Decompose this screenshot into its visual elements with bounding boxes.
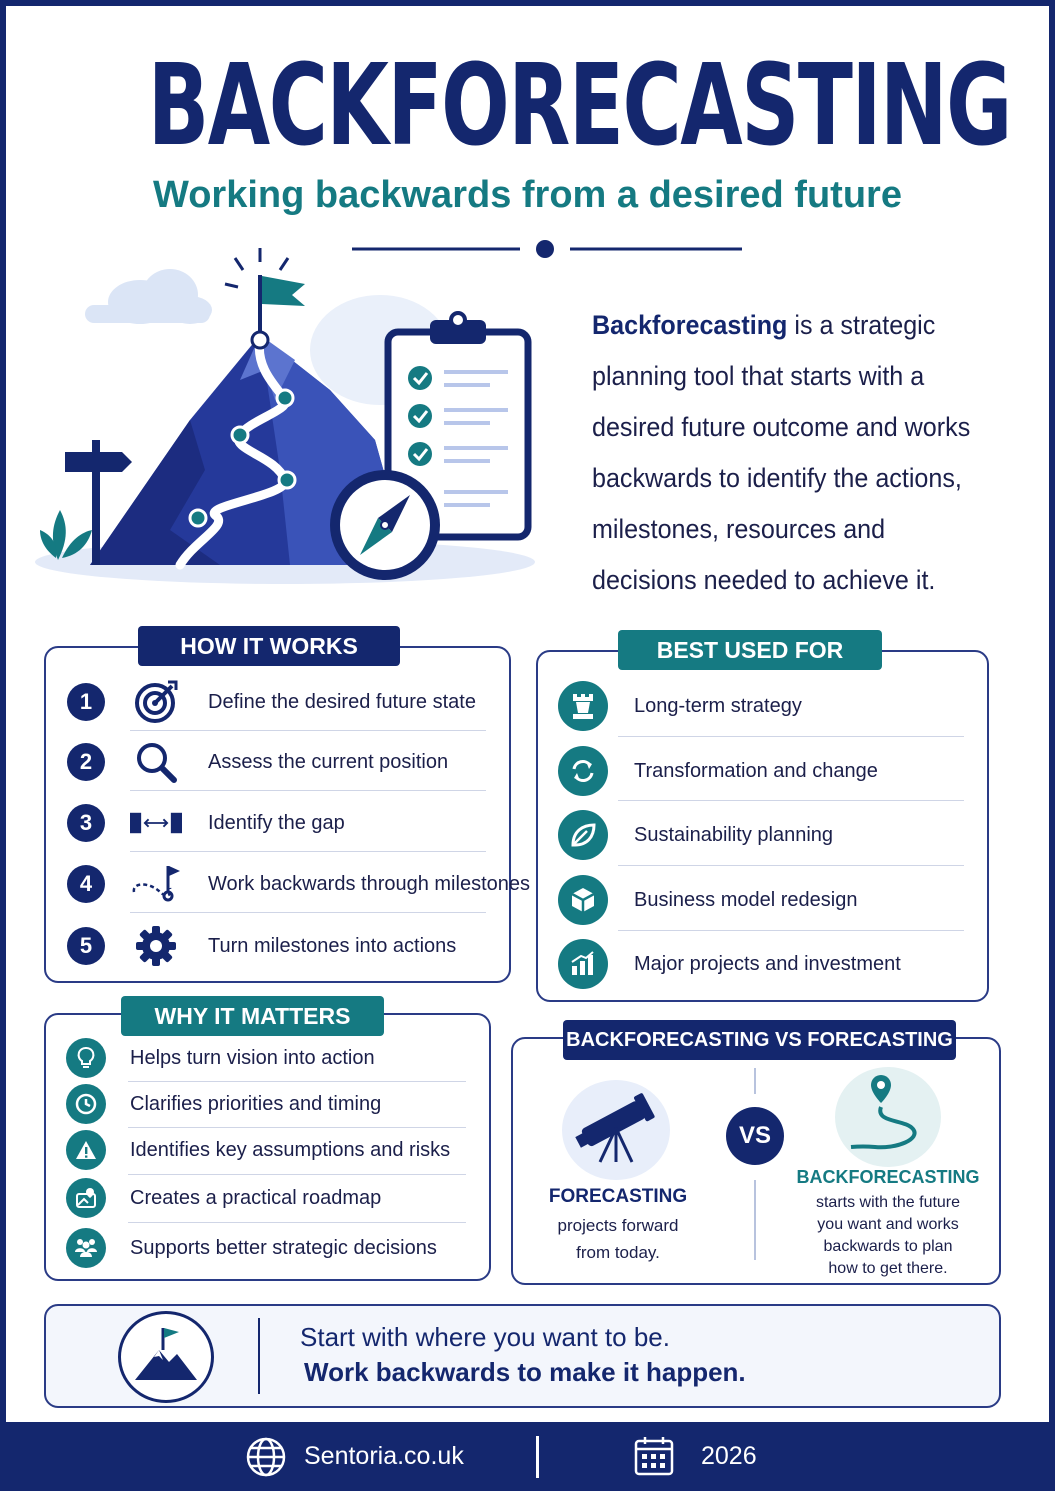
- use-row: [558, 681, 802, 731]
- step-number: 2: [67, 743, 105, 781]
- step-row: [67, 862, 530, 906]
- flag-icon: [225, 248, 305, 332]
- row-divider: [618, 736, 964, 737]
- intro-paragraph: [592, 300, 983, 606]
- row-divider: [618, 800, 964, 801]
- row-divider: [128, 1174, 466, 1175]
- website-link[interactable]: Sentoria.co.uk: [304, 1442, 464, 1470]
- footer-bar: [0, 1422, 1055, 1491]
- use-label: Transformation and change: [634, 759, 878, 782]
- target-icon: [130, 680, 182, 724]
- intro-text: is a strategic planning tool that starts with a desired future outcome and works backwards to identify the actions, milestones, resources and decisions needed to achieve it.: [592, 310, 971, 595]
- row-divider: [128, 1222, 466, 1223]
- gear-icon: [130, 924, 182, 968]
- compass-icon: [330, 470, 440, 580]
- backforecasting-line: you want and works: [817, 1216, 959, 1233]
- warning-icon: [66, 1130, 106, 1170]
- intro-lead: Backforecasting: [592, 310, 788, 340]
- chess-rook-icon: [558, 681, 608, 731]
- why-label: Helps turn vision into action: [130, 1046, 375, 1069]
- step-number: 4: [67, 865, 105, 903]
- refresh-icon: [558, 746, 608, 796]
- why-row: [66, 1130, 450, 1170]
- lightbulb-icon: [66, 1038, 106, 1078]
- backforecasting-title: BACKFORECASTING: [796, 1167, 980, 1187]
- why-label: Supports better strategic decisions: [130, 1236, 437, 1259]
- how-it-works-heading: HOW IT WORKS: [138, 626, 400, 666]
- magnifier-icon: [130, 740, 182, 784]
- clock-icon: [66, 1084, 106, 1124]
- use-label: Business model redesign: [634, 888, 858, 911]
- banner-line-2: Work backwards to make it happen.: [304, 1357, 746, 1387]
- step-number: 5: [67, 927, 105, 965]
- use-row: [558, 939, 901, 989]
- why-it-matters-heading: WHY IT MATTERS: [121, 996, 384, 1036]
- step-row: [67, 801, 345, 845]
- row-divider: [128, 1081, 466, 1082]
- forecasting-line: projects forward: [557, 1216, 679, 1235]
- vs-badge: VS: [726, 1107, 784, 1165]
- comparison-heading: BACKFORECASTING VS FORECASTING: [563, 1020, 956, 1060]
- row-divider: [618, 865, 964, 866]
- footer-divider: [536, 1436, 539, 1478]
- step-number: 1: [67, 683, 105, 721]
- row-divider: [130, 912, 486, 913]
- use-row: [558, 810, 833, 860]
- banner-divider: [258, 1318, 260, 1394]
- calendar-icon: [632, 1434, 676, 1478]
- use-label: Major projects and investment: [634, 952, 901, 975]
- telescope-icon: [562, 1080, 670, 1180]
- use-label: Sustainability planning: [634, 823, 834, 846]
- page-title: BACKFORECASTING: [147, 41, 1011, 171]
- banner-line-1: Start with where you want to be.: [300, 1322, 670, 1352]
- people-icon: [66, 1228, 106, 1268]
- why-row: [66, 1178, 381, 1218]
- backforecasting-line: how to get there.: [828, 1260, 948, 1277]
- row-divider: [130, 851, 486, 852]
- row-divider: [618, 930, 964, 931]
- why-label: Clarifies priorities and timing: [130, 1092, 382, 1115]
- step-row: [67, 740, 448, 784]
- backforecasting-line: backwards to plan: [823, 1238, 953, 1255]
- route-pin-icon: [835, 1067, 941, 1167]
- forecasting-title: FORECASTING: [548, 1186, 688, 1207]
- why-row: [66, 1038, 375, 1078]
- cube-icon: [558, 875, 608, 925]
- path-flag-icon: [130, 862, 182, 906]
- backforecasting-line: starts with the future: [815, 1194, 961, 1211]
- map-pin-icon: [66, 1178, 106, 1218]
- why-row: [66, 1228, 437, 1268]
- step-number: 3: [67, 804, 105, 842]
- globe-icon: [244, 1435, 288, 1479]
- best-used-for-heading: BEST USED FOR: [618, 630, 882, 670]
- page-subtitle: Working backwards from a desired future: [153, 174, 902, 216]
- row-divider: [130, 730, 486, 731]
- step-label: Work backwards through milestones: [208, 872, 530, 895]
- step-label: Assess the current position: [208, 750, 449, 773]
- use-row: [558, 746, 878, 796]
- step-row: [67, 680, 476, 724]
- footer-year: 2026: [701, 1442, 757, 1470]
- why-label: Identifies key assumptions and risks: [130, 1138, 451, 1161]
- mountain-illustration: [30, 240, 560, 600]
- use-row: [558, 875, 857, 925]
- step-row: [67, 924, 456, 968]
- why-label: Creates a practical roadmap: [130, 1186, 382, 1209]
- step-label: Identify the gap: [208, 811, 345, 834]
- row-divider: [130, 790, 486, 791]
- step-label: Define the desired future state: [208, 690, 476, 713]
- forecasting-line: from today.: [576, 1243, 660, 1262]
- step-label: Turn milestones into actions: [208, 934, 457, 957]
- gap-arrows-icon: [130, 801, 182, 845]
- use-label: Long-term strategy: [634, 694, 802, 717]
- row-divider: [128, 1127, 466, 1128]
- leaf-icon: [558, 810, 608, 860]
- vs-divider: [754, 1180, 756, 1260]
- summit-badge-icon: [118, 1311, 214, 1403]
- backforecasting-illustration: [835, 1067, 941, 1167]
- vs-divider: [754, 1068, 756, 1094]
- bar-chart-icon: [558, 939, 608, 989]
- cloud-icon: [85, 269, 212, 324]
- forecasting-illustration: [562, 1080, 670, 1180]
- why-row: [66, 1084, 381, 1124]
